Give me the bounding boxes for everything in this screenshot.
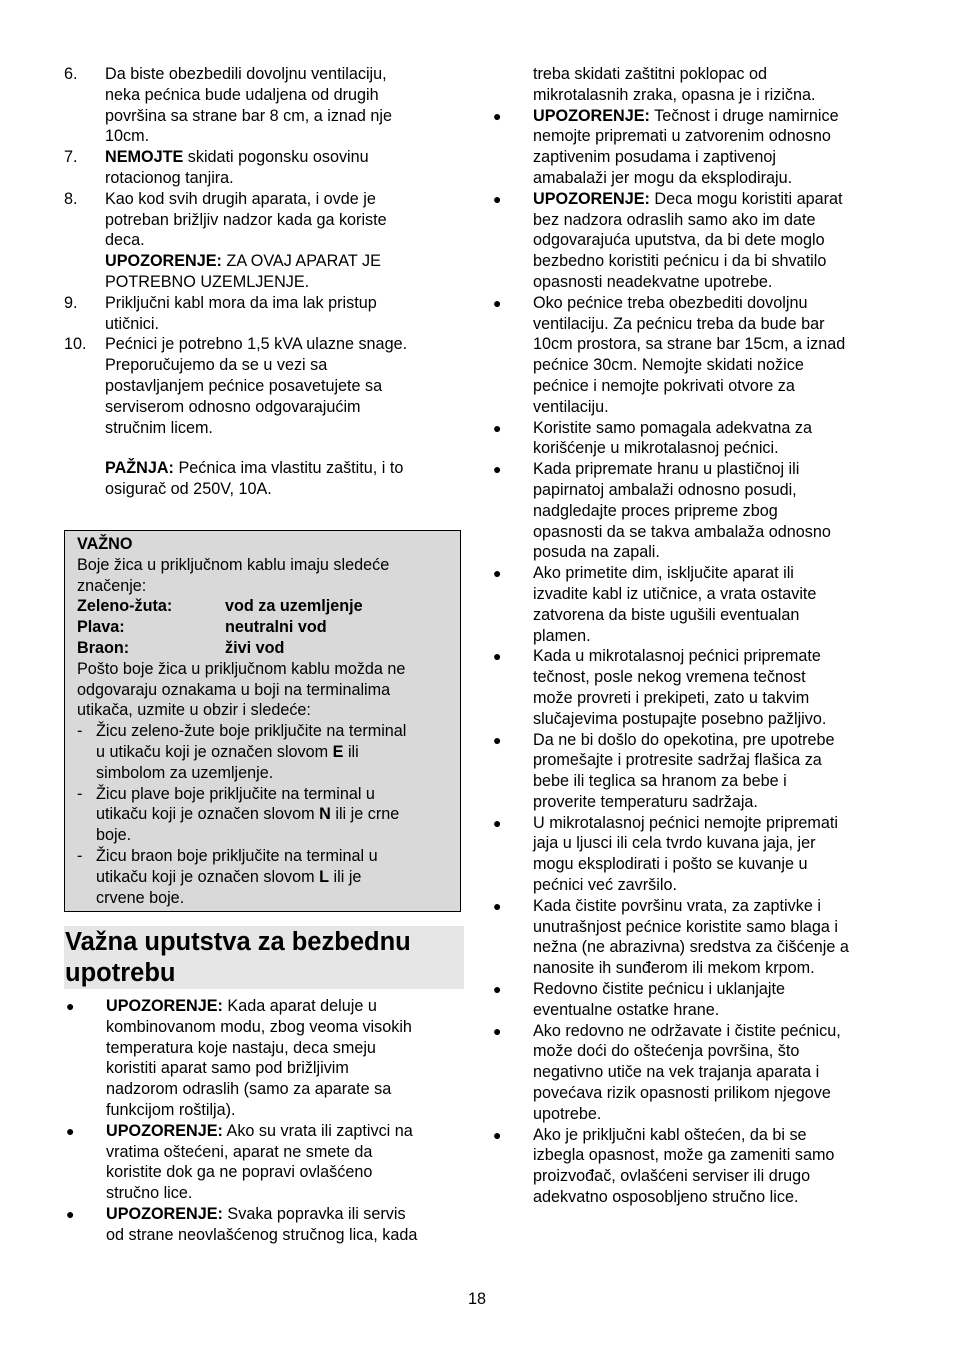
text-line: U mikrotalasnoj pećnici nemojte pripremati — [533, 813, 838, 832]
emphasis: NEMOJTE — [105, 148, 184, 167]
text-line: nadgledajte proces pripreme zbog — [533, 501, 778, 520]
text-line: utičnici. — [105, 314, 159, 333]
important-intro — [77, 555, 454, 597]
text-line: 10cm prostora, sa strane bar 15cm, a iznad — [533, 335, 846, 354]
text-line: Da ne bi došlo do opekotina, pre upotrebe — [533, 730, 835, 749]
text-line: crvene boje. — [96, 888, 185, 907]
text-line: Ako primetite dim, isključite aparat ili — [533, 564, 794, 583]
text-line: jaja u ljusci ili cela tvrdo kuvana jaja, jer — [533, 834, 816, 853]
bullet-item — [491, 106, 891, 189]
right-column — [491, 64, 891, 1208]
list-item — [64, 147, 464, 189]
bullet-icon: ● — [493, 107, 502, 124]
text-line: pećnice i nemojte pokrivati otvore za — [533, 376, 795, 395]
text-line: stručno lice. — [106, 1184, 193, 1203]
text-line: mogu eksplodirati i pošto se kuvanje u — [533, 855, 808, 874]
left-column — [64, 64, 464, 500]
text-line: promešajte i protresite sadržaj flašica za — [533, 751, 822, 770]
terminal-letter: N — [319, 805, 331, 824]
text-line: eventualne ostatke hrane. — [533, 1000, 720, 1019]
section-heading — [64, 926, 464, 989]
wire-color-row — [77, 617, 454, 638]
bullet-item — [491, 646, 891, 729]
text-line: POTREBNO UZEMLJENJE. — [105, 272, 310, 291]
warning-label: UPOZORENJE: — [106, 997, 223, 1015]
bullet-icon: ● — [493, 190, 502, 207]
text-line: nadzorom odraslih (samo za aparate sa — [106, 1080, 392, 1099]
bullet-icon: ● — [493, 419, 502, 436]
heading-line: upotrebu — [65, 959, 176, 987]
text-line: proverite temperaturu sadržaja. — [533, 792, 758, 811]
bullet-item — [491, 459, 891, 563]
text-line: povećava rizik opasnosti prilikom njegove — [533, 1084, 831, 1103]
bullet-item — [491, 1021, 891, 1125]
important-box — [64, 530, 461, 912]
list-item — [64, 189, 464, 293]
bullet-continuation — [491, 64, 891, 106]
text-line: potreban brižljiv nadzor kada ga koriste — [105, 210, 387, 229]
paznja-note — [64, 458, 464, 500]
text-line: papirnatoj ambalaži odnosno posudi, — [533, 480, 797, 499]
important-note — [77, 659, 454, 721]
text-line: može doći do oštećenja površina, što — [533, 1042, 800, 1061]
text-line: Kada aparat deluje u — [222, 997, 377, 1015]
wire-color-row — [77, 638, 454, 659]
text-line: pećnici već završilo. — [533, 876, 677, 895]
text-line: adekvatno osposobljeno stručno lice. — [533, 1188, 799, 1207]
text-line: u utikaču koji je označen slovom — [96, 742, 333, 761]
text-line: posuda na zapali. — [533, 543, 660, 562]
text-line: Ako su vrata ili zaptivci na — [222, 1121, 413, 1140]
text-line: ili je crne — [330, 805, 400, 824]
text-line: upotrebe. — [533, 1104, 602, 1123]
bullet-icon: ● — [493, 814, 502, 831]
text-line: osigurač od 250V, 10A. — [105, 480, 272, 499]
text-line: bezbedno koristiti pećnicu i da bi shvatilo — [533, 252, 827, 271]
text-line: bebe ili teglica sa hranom za bebe i — [533, 772, 787, 791]
text-line: utikaču koji je označen slovom — [96, 867, 320, 886]
text-line: koristite dok ga ne popravi ovlašćeno — [106, 1163, 373, 1182]
bullet-icon: ● — [493, 461, 502, 478]
text-line: Boje žica u priključnom kablu imaju sledeće — [77, 555, 390, 574]
text-line: pećnice 30cm. Nemojte skidati nožice — [533, 356, 804, 375]
item-number: 9. — [64, 293, 78, 312]
bullet-item — [491, 418, 891, 460]
text-line: tečnost, posle nekog vremena tečnost — [533, 668, 806, 687]
bullet-item — [64, 1121, 464, 1204]
text-line: treba skidati zaštitni poklopac od — [533, 65, 767, 83]
text-line: zatvorena da biste ugušili eventualan — [533, 605, 800, 624]
important-title: VAŽNO — [77, 535, 133, 553]
wire-color-meaning: vod za uzemljenje — [225, 597, 363, 616]
text-line: odgovaraju oznakama u boji na terminalima — [77, 680, 391, 699]
text-line: plamen. — [533, 626, 591, 645]
text-line: Žicu plave boje priključite na terminal u — [96, 784, 375, 803]
text-line: kombinovanom modu, zbog veoma visokih — [106, 1017, 412, 1036]
text-line: opasnosti neadekvatne upotrebe. — [533, 272, 773, 291]
text-line: rotacionog tanjira. — [105, 168, 234, 187]
text-line: negativno utiče na vek trajanja aparata i — [533, 1063, 820, 1082]
bullet-icon: ● — [493, 731, 502, 748]
bullet-item — [64, 1204, 464, 1246]
text-line: Koristite samo pomagala adekvatna za — [533, 418, 812, 437]
list-item — [64, 64, 464, 147]
wire-color-meaning: živi vod — [225, 638, 285, 657]
text-line: boje. — [96, 826, 132, 845]
text-line: od strane neovlašćenog stručnog lica, kada — [106, 1225, 418, 1244]
text-line: zaptivenim posudama i zaptivenoj — [533, 148, 776, 167]
text-line: utikača, uzmite u obzir i sledeće: — [77, 701, 311, 720]
text-line: serviserom odnosno odgovarajućim — [105, 397, 361, 416]
text-line: nemojte pripremati u zatvorenim odnosno — [533, 127, 831, 146]
text-line: slučajevima postupajte posebno pažljivo. — [533, 709, 827, 728]
text-line: Žicu zeleno-žute boje priključite na terminal — [96, 722, 407, 741]
wire-color-row — [77, 596, 454, 617]
text-line: stručnim licem. — [105, 418, 213, 437]
text-line: može provreti i prekipeti, zato u takvim — [533, 688, 810, 707]
text-line: opasnosti da se takva ambalaža odnosno — [533, 522, 831, 541]
text-line: Kada čistite površinu vrata, za zaptivke i — [533, 896, 821, 915]
item-number: 10. — [64, 335, 87, 354]
text-line: korišćenje u mikrotalasnoj pećnici. — [533, 439, 779, 458]
text-line: mikrotalasnih zraka, opasna je i rizična. — [533, 85, 816, 104]
item-number: 8. — [64, 189, 78, 208]
text-line: Kada pripremate hranu u plastičnoj ili — [533, 460, 800, 479]
bullet-icon: ● — [66, 1122, 75, 1139]
text-line: vratima oštećeni, aparat ne smete da — [106, 1142, 373, 1161]
wire-color-label: Zeleno-žuta: — [77, 597, 173, 616]
text-line: proizvođač, ovlašćeni serviser ili drugo — [533, 1167, 811, 1186]
dash-item — [77, 784, 454, 846]
text-line: Ako redovno ne održavate i čistite pećnicu, — [533, 1021, 841, 1040]
list-item — [64, 334, 464, 438]
text-line: Kao kod svih drugih aparata, i ovde je — [105, 189, 376, 208]
text-line: Oko pećnice treba obezbediti dovoljnu — [533, 293, 808, 312]
text-line: odgovarajuća uputstva, da bi dete moglo — [533, 231, 825, 250]
text-line: Redovno čistite pećnicu i uklanjajte — [533, 980, 785, 999]
text-line: nežna (ne abrazivna) sredstva za čišćenje a — [533, 938, 849, 957]
text-line: utikaču koji je označen slovom — [96, 805, 320, 824]
list-item — [64, 293, 464, 335]
item-number: 7. — [64, 148, 78, 167]
left-bullet-list — [64, 996, 464, 1246]
page-number: 18 — [467, 1290, 486, 1308]
text-line: koristiti aparat samo pod brižljivim — [106, 1059, 349, 1078]
bullet-item — [491, 896, 891, 979]
item-number: 6. — [64, 65, 78, 83]
warning-label: UPOZORENJE: — [105, 252, 222, 271]
text-line: Žicu braon boje priključite na terminal u — [96, 846, 378, 865]
bullet-icon: ● — [66, 998, 75, 1014]
text-line: Priključni kabl mora da ima lak pristup — [105, 293, 377, 312]
bullet-icon: ● — [493, 981, 502, 998]
text-line: Pećnica ima vlastitu zaštitu, i to — [173, 459, 404, 478]
text-line: ili je — [329, 867, 362, 886]
text-line: skidati pogonsku osovinu — [183, 148, 369, 167]
bullet-item — [491, 563, 891, 646]
terminal-letter: E — [332, 742, 344, 761]
text-line: Kada u mikrotalasnoj pećnici pripremate — [533, 647, 821, 666]
text-line: Ako je priključni kabl oštećen, da bi se — [533, 1125, 807, 1144]
text-line: unutrašnjost pećnice koristite samo blaga i — [533, 917, 839, 936]
bullet-icon: ● — [493, 1126, 502, 1143]
text-line: značenje: — [77, 576, 147, 595]
text-line: simbolom za uzemljenje. — [96, 763, 274, 782]
bullet-icon: ● — [493, 294, 502, 311]
right-bullet-list — [491, 106, 891, 1208]
text-line: ventilaciju. — [533, 397, 609, 416]
bullet-item — [491, 293, 891, 418]
text-line: ZA OVAJ APARAT JE — [221, 252, 381, 271]
text-line: bez nadzora odraslih samo ako im date — [533, 210, 816, 229]
wire-color-meaning: neutralni vod — [225, 618, 327, 637]
text-line: Tečnost i druge namirnice — [649, 106, 839, 125]
warning-label: UPOZORENJE: — [533, 189, 650, 208]
bullet-item — [491, 979, 891, 1021]
text-line: Da biste obezbedili dovoljnu ventilaciju, — [105, 65, 387, 83]
text-line: Svaka popravka ili servis — [222, 1204, 406, 1223]
text-line: Preporučujemo da se u vezi sa — [105, 356, 328, 375]
text-line: površina sa strane bar 8 cm, a iznad nje — [105, 106, 393, 125]
text-line: Pećnici je potrebno 1,5 kVA ulazne snage. — [105, 335, 408, 354]
text-line: izvadite kabl iz utičnice, a vrata ostavite — [533, 584, 817, 603]
text-line: Deca mogu koristiti aparat — [649, 189, 843, 208]
text-line: izbegla opasnost, može ga zameniti samo — [533, 1146, 835, 1165]
wire-color-label: Plava: — [77, 618, 125, 637]
dash-marker: - — [77, 784, 83, 803]
warning-label: PAŽNJA: — [105, 459, 174, 478]
text-line: ventilaciju. Za pećnicu treba da bude bar — [533, 314, 825, 333]
wire-color-label: Braon: — [77, 638, 130, 657]
text-line: nanosite ih sunđerom ili mekom krpom. — [533, 959, 815, 978]
text-line: funkcijom roštilja). — [106, 1100, 236, 1119]
bullet-icon: ● — [66, 1205, 75, 1222]
text-line: ili — [343, 742, 359, 761]
dash-marker: - — [77, 722, 83, 741]
dash-item — [77, 721, 454, 783]
warning-label: UPOZORENJE: — [106, 1121, 223, 1140]
bullet-item — [491, 730, 891, 813]
bullet-item — [64, 996, 464, 1121]
bullet-item — [491, 1125, 891, 1208]
terminal-letter: L — [319, 867, 330, 886]
text-line: amabalaži jer mogu da eksplodiraju. — [533, 168, 793, 187]
bullet-item — [491, 813, 891, 896]
text-line: deca. — [105, 231, 145, 250]
text-line: postavljanjem pećnice posavetujete sa — [105, 376, 383, 395]
warning-label: UPOZORENJE: — [106, 1204, 223, 1223]
text-line: neka pećnica bude udaljena od drugih — [105, 85, 379, 104]
text-line: 10cm. — [105, 127, 150, 146]
text-line: temperatura koje nastaju, deca smeju — [106, 1038, 376, 1057]
dash-marker: - — [77, 846, 83, 865]
text-line: Pošto boje žica u priključnom kablu možda ne — [77, 659, 406, 678]
dash-item — [77, 846, 454, 908]
heading-line: Važna uputstva za bezbednu — [65, 928, 411, 956]
bullet-icon: ● — [493, 648, 502, 665]
bullet-item — [491, 189, 891, 293]
warning-label: UPOZORENJE: — [533, 106, 650, 125]
bullet-icon: ● — [493, 897, 502, 914]
bullet-icon: ● — [493, 1022, 502, 1039]
bullet-icon: ● — [493, 565, 502, 582]
